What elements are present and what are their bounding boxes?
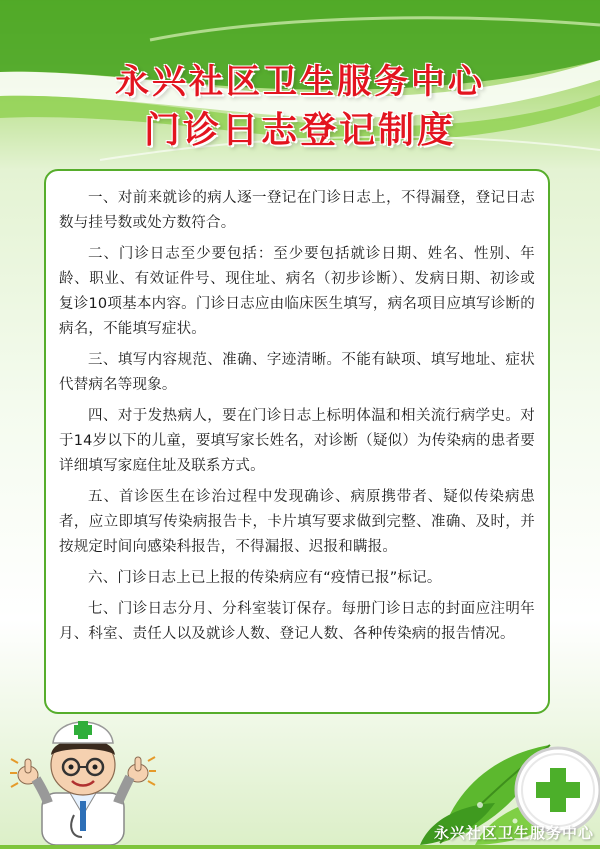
page-title-regulation: 门诊日志登记制度 [143,110,456,151]
regulation-item-7: 七、门诊日志分月、分科室装订保存。每册门诊日志的封面应注明年月、科室、责任人以及就诊人数、登记人数、各种传染病的报告情况。 [59,601,535,642]
regulation-item-1: 一、对前来就诊的病人逐一登记在门诊日志上，不得漏登，登记日志数与挂号数或处方数符合。 [59,190,535,231]
regulation-text [59,186,535,653]
doctor-icon [8,697,158,845]
regulation-item-2: 二、门诊日志至少要包括：至少要包括就诊日期、姓名、性别、年龄、职业、有效证件号、现住址、病名（初步诊断）、发病日期、初诊或复诊10项基本内容。门诊日志应由临床医生填写，病名项目应填写诊断的病名，不能填写症状。 [59,246,535,337]
regulation-item-5: 五、首诊医生在诊治过程中发现确诊、病原携带者、疑似传染病患者，应立即填写传染病报告卡，卡片填写要求做到完整、准确、及时，并按规定时间向感染科报告，不得漏报、迟报和瞒报。 [59,489,535,555]
page-title-organization: 永兴社区卫生服务中心 [115,62,485,102]
doctor-cartoon-illustration [8,697,158,845]
regulation-item-6: 六、门诊日志上已上报的传染病应有“疫情已报”标记。 [88,570,442,586]
footer-organization-name: 永兴社区卫生服务中心 [433,824,594,842]
regulation-item-4: 四、对于发热病人，要在门诊日志上标明体温和相关流行病学史。对于14岁以下的儿童，要填写家长姓名，对诊断（疑似）为传染病的患者要详细填写家庭住址及联系方式。 [59,408,535,474]
regulation-item-3: 三、填写内容规范、准确、字迹清晰。不能有缺项、填写地址、症状代替病名等现象。 [59,352,535,393]
